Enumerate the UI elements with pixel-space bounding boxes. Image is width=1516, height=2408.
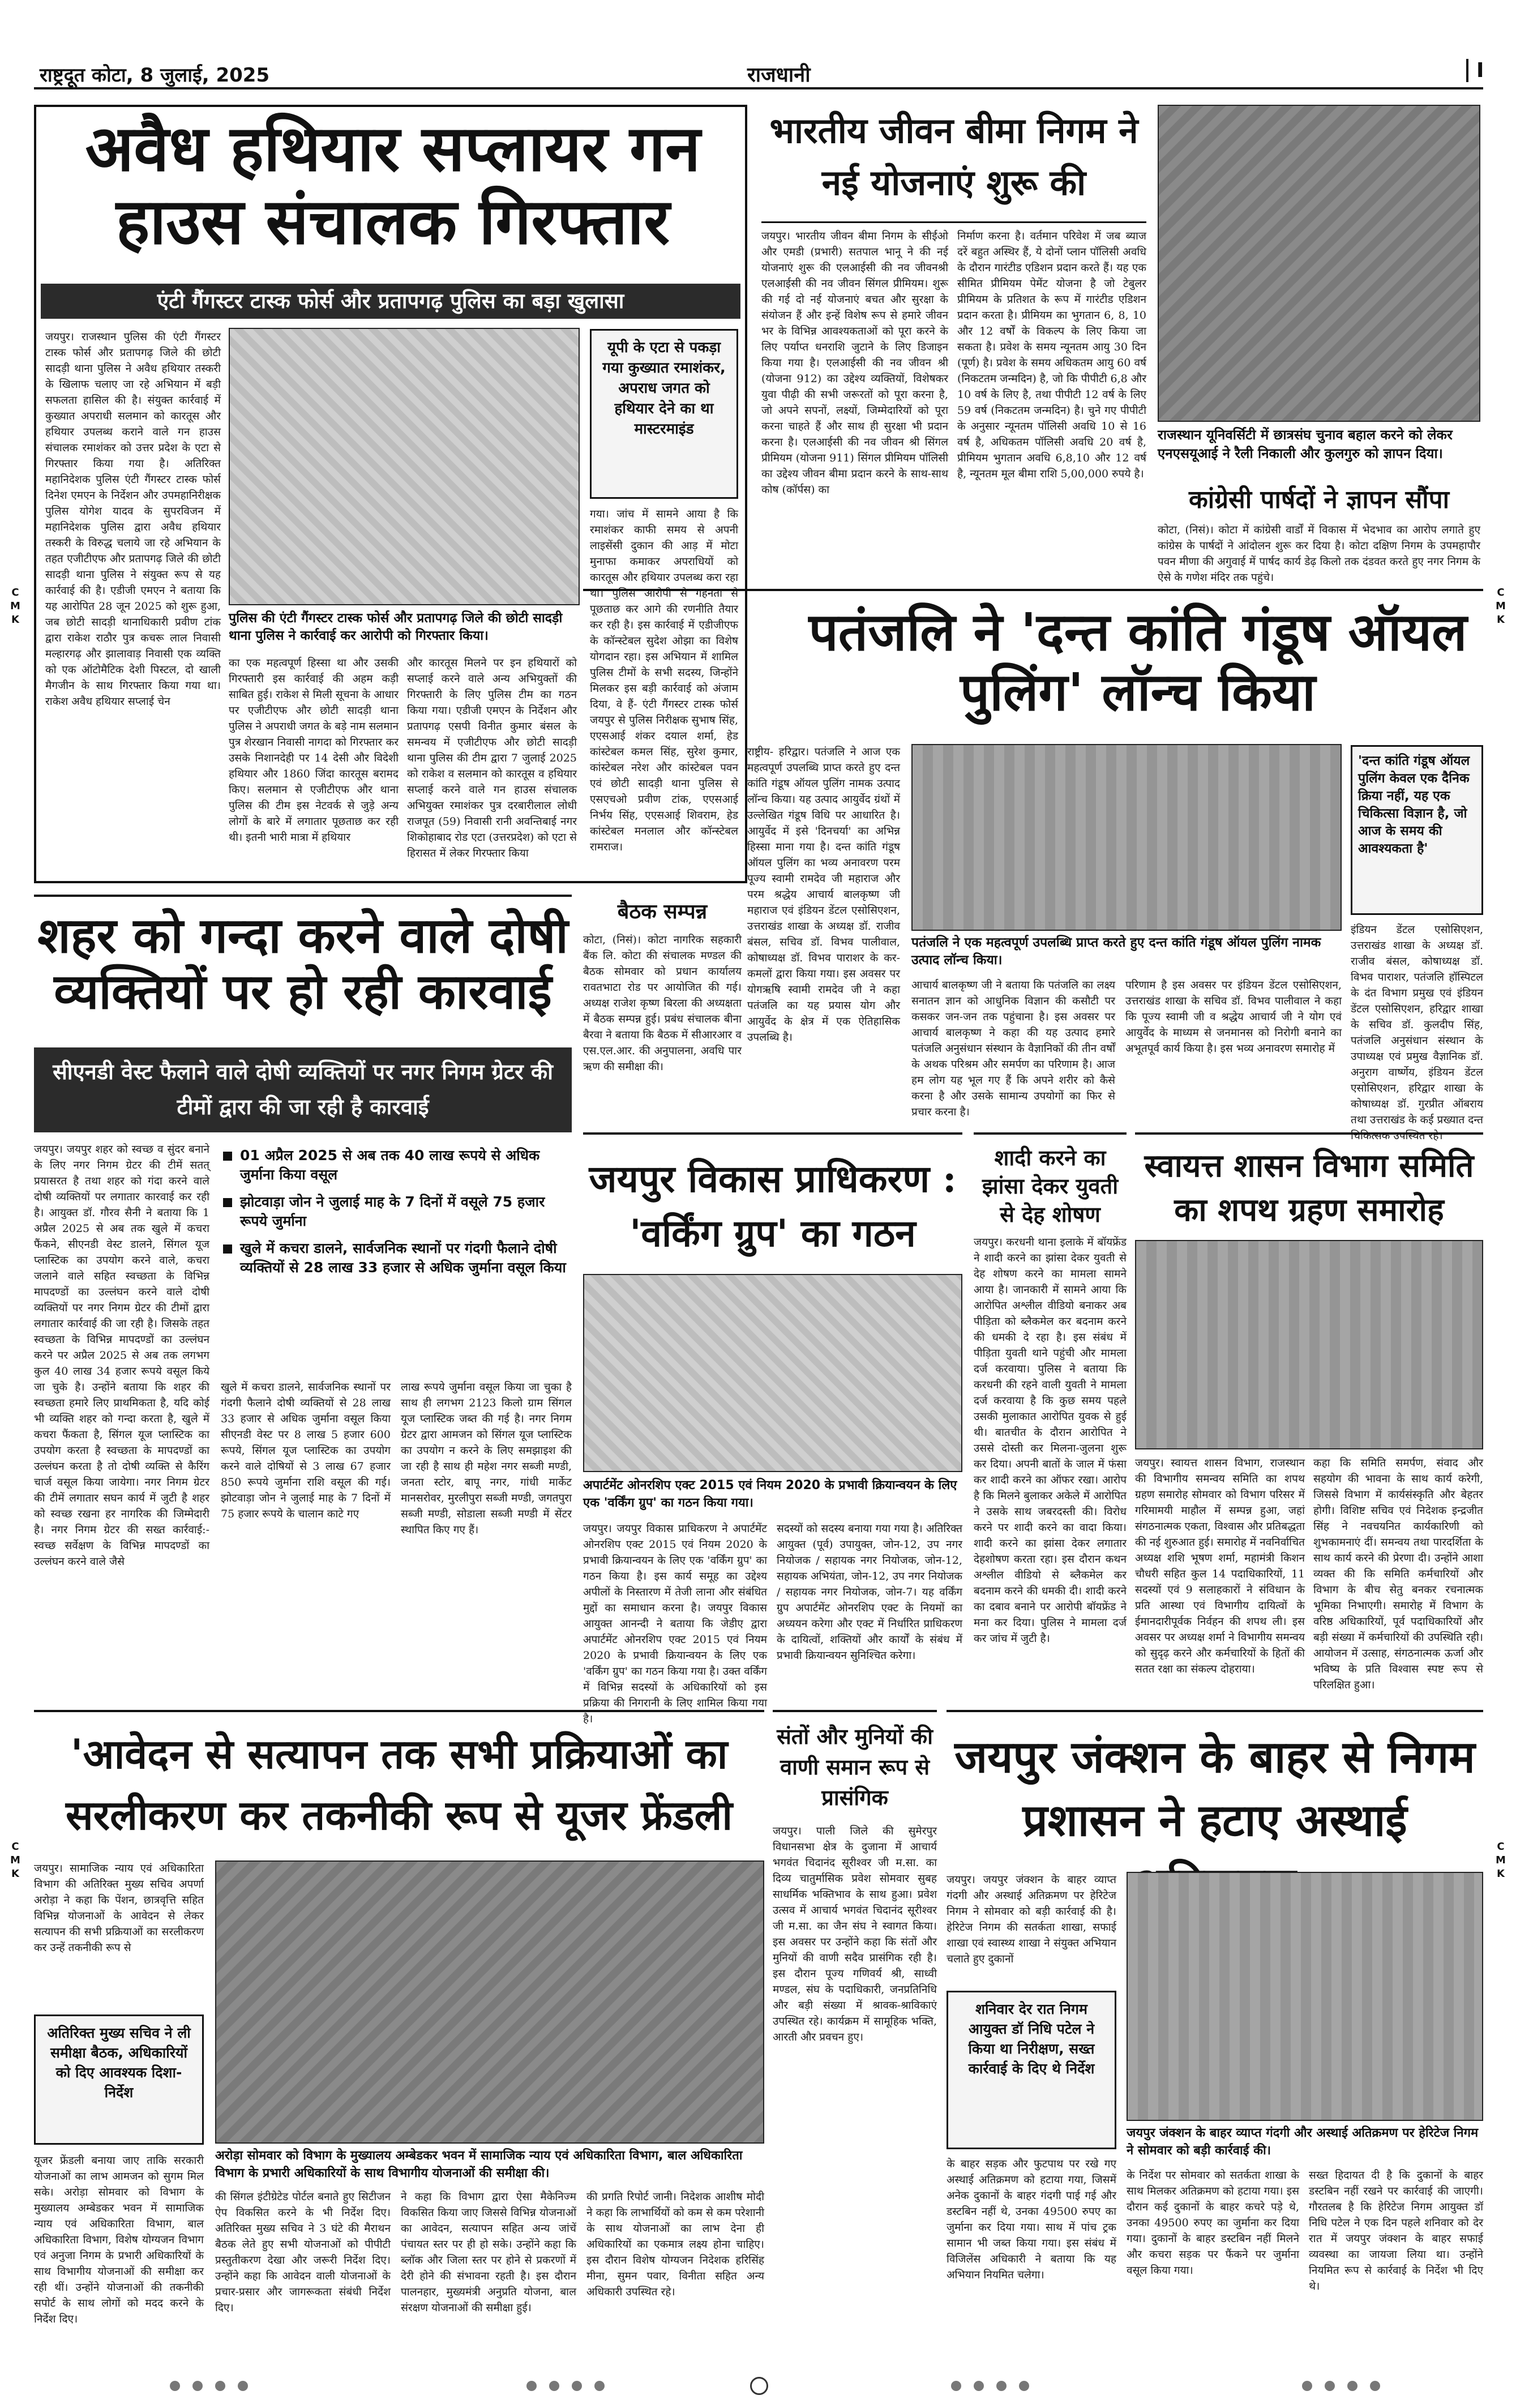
jda-headline: जयपुर विकास प्राधिकरण : 'वर्किंग ग्रुप' का गठन [589,1157,957,1255]
saints-headline: संतों और मुनियों की वाणी समान रूप से प्रासंगिक [777,1723,933,1810]
margin-registration-left-top: C M K [10,587,20,626]
city-headline: शहर को गन्दा करने वाले दोषी व्यक्तियों पर हो रही कारवाई [37,907,568,1020]
patanjali-col3: परिणाम है इस अवसर पर इंडियन डेंटल एसोसिएशन, उत्तराखंड शाखा के सचिव डॉ. विभव पालीवाल ने कहा कि पूज्य स्वामी जी व श्रद्धेय आचार्य जी ने योग एवं आयुर्वेद के माध्यम से जनमानस को निरोगी बनाने का अभूतपूर्व कार्य किया है। इस भव्य अनावरण समारोह में [1125,979,1342,1055]
city-subhead: सीएनडी वेस्ट फैलाने वाले दोषी व्यक्तियों पर नगर निगम ग्रेटर की टीमों द्वारा की जा रही है कारवाई [34,1047,572,1132]
patanjali-quote-box [1351,745,1483,915]
margin-registration-right-bottom: C M K [1496,1841,1506,1880]
swayatt-photo [1135,1240,1483,1449]
margin-registration-left-bottom: C M K [10,1841,20,1880]
jda-photo [583,1274,962,1472]
swayatt-col2: कहा कि समिति समर्पण, संवाद और सहयोग की भावना के साथ कार्य करेगी, जिससे विभाग में कार्यसंस्कृति और बेहतर होगी। विशिष्ट सचिव एवं निदेशक इन्द्रजीत सिंह ने नवचयनित कार्यकारिणी को शुभकामनाएं दीं। समन्वय तथा पारदर्शिता के साथ कार्य करने की प्रेरणा दी। उन्होंने आशा व्यक्त की कि समिति कर्मचारियों और विभाग के बीच सेतु बनकर रचनात्मक भूमिका निभाएगी। समारोह में विभाग के वरिष्ठ अधिकारियों, पूर्व पदाधिकारियों और बड़ी संख्या में कर्मचारियों की उपस्थिति रही। आयोजन में उत्साह, संगठनात्मक ऊर्जा और भविष्य के प्रति विश्वास स्पष्ट रूप से परिलक्षित हुआ। [1313,1457,1483,1691]
weapons-highlight: यूपी के एटा से पकड़ा गया कुख्यात रमाशंकर, अपराध जगत को हथियार देने का था मास्टरमाइंड [602,339,726,438]
page-header [34,57,1483,89]
simplify-col1: यूजर फ्रेंडली बनाया जाए ताकि सरकारी योजनाओं का लाभ आमजन को सुगम मिल सके। अरोड़ा सोमवार को विभाग के मुख्यालय अम्बेडकर भवन में सामाजिक न्याय एवं अधिकारिता विभाग, बाल अधिकारिता विभाग, विशेष योग्यजन विभाग एवं अनुजा निगम के प्रभारी अधिकारियों के साथ विभागीय योजनाओं की समीक्षा कर रही थीं। उन्होंने योजनाओं की तकनीकी सपोर्ट के साथ लोगों को मदद करने के निर्देश दिए। [34,2154,204,2325]
simplify-highlight-box [34,2014,204,2145]
swayatt-col1: जयपुर। स्वायत्त शासन विभाग, राजस्थान की विभागीय समन्वय समिति का शपथ ग्रहण समारोह सोमवार को विभाग परिसर में गरिमामयी माहौल में सम्पन्न हुआ, जहां संगठनात्मक एकता, विश्वास और प्रतिबद्धता की नई शुरुआत हुई। समारोह में नवनिर्वाचित अध्यक्ष शशि भूषण शर्मा, महामंत्री किशन चौधरी सहित कुल 14 पदाधिकारियों, 11 सदस्यों एवं 9 सलाहकारों ने संविधान के प्रति आस्था एवं विभागीय दायित्वों के ईमानदारीपूर्वक निर्वहन की शपथ ली। इस अवसर पर अध्यक्ष शर्मा ने विभागीय समन्वय को सुदृढ़ करने और कर्मचारियों के हितों की सतत रक्षा का संकल्प दोहराया। [1135,1457,1305,1675]
university-photo [1158,105,1480,422]
footer-dots-far-right [1302,2381,1380,2391]
weapons-col2: का एक महत्वपूर्ण हिस्सा था और उसकी गिरफ्तारी इस कार्रवाई की अहम कड़ी साबित हुई। राकेश से मिली सूचना के आधार पर एजीटीएफ और छोटी सादड़ी थाना पुलिस ने अपराधी जगत के बड़े नाम सलमान पुत्र शेरखान निवासी नागदा को गिरफ्तार कर उसके निशानदेही पर 14 देसी और विदेशी हथियार और 1860 जिंदा कारतूस बरामद किए। सलमान से एजीटीएफ और थाना पुलिस की टीम इस नेटवर्क से जुड़े अन्य लोगों के बारे में लगातार पूछताछ कर रही थी। इतनी भारी मात्रा में हथियार [229,657,399,844]
congress-body: कोटा, (निसं)। कोटा में कांग्रेसी वार्डों में विकास में भेदभाव का आरोप लगाते हुए कांग्रेस के पार्षदों ने आंदोलन शुरू कर दिया है। कोटा दक्षिण निगम के उपमहापौर पवन मीणा की अगुवाई में पार्षद कार्य डेढ़ किलो तक दंडवत करते हुए नगर निगम के ऐसे के गणेश मंदिर तक पहुंचे। [1158,524,1480,584]
congress-headline: कांग्रेसी पार्षदों ने ज्ञापन सौंपा [1189,485,1449,514]
story-congress [1158,486,1480,582]
footer-dots-right [951,2381,1029,2391]
jda-photo-caption: अपार्टमेंट ओनरशिप एक्ट 2015 एवं नियम 2020 के प्रभावी क्रियान्वयन के लिए एक 'वर्किंग ग्रुप' का गठन किया गया। [583,1478,957,1510]
simplify-highlight: अतिरिक्त मुख्य सचिव ने ली समीक्षा बैठक, अधिकारियों को दिए आवश्यक दिशा-निर्देश [47,2025,191,2101]
patanjali-col4: इंडियन डेंटल एसोसिएशन, उत्तराखंड शाखा के अध्यक्ष डॉ. राजीव बंसल, कोषाध्यक्ष डॉ. विभव पाराशर, पतंजलि हॉस्पिटल के दंत विभाग प्रमुख एवं इंडियन डेंटल एसोसिएशन, हरिद्वार शाखा के सचिव डॉ. कुलदीप सिंह, पतंजलि अनुसंधान संस्थान के उपाध्यक्ष एवं प्रमुख वैज्ञानिक डॉ. अनुराग वार्ष्णेय, इंडियन डेंटल एसोसिएशन, हरिद्वार शाखा के कोषाध्यक्ष डॉ. गुरप्रीत ऑबराय तथा उत्तराखंड के कई प्रख्यात दन्त चिकित्सक उपस्थित रहे। [1351,923,1484,1142]
encroach-highlight-box [947,1991,1116,2149]
story-fraud [974,1132,1127,1699]
swayatt-headline: स्वायत्त शासन विभाग समिति का शपथ ग्रहण समारोह [1144,1147,1474,1229]
patanjali-col2: आचार्य बालकृष्ण जी ने बताया कि पतंजलि का लक्ष्य सनातन ज्ञान को आधुनिक विज्ञान की कसौटी पर कसकर जन-जन तक पहुंचाना है। इस अवसर पर आचार्य बालकृष्ण ने कहा की यह उत्पाद हमारे पतंजलि अनुसंधान संस्थान के वैज्ञानिकों की तीन वर्षों के अथक परिश्रम और समर्पण का परिणाम है। आज हम लोग यह भूल गए हैं कि अपने शरीर को कैसे करना है और उसके सामान्य उपयोगों का फिर से प्रचार करना है। [911,979,1115,1118]
simplify-col3: ने कहा कि विभाग द्वारा ऐसा मैकेनिज्म विकसित किया जाए जिससे विभिन्न योजनाओं का आवेदन, सत्यापन सहित अन्य जांचें पंचायत स्तर पर ही हो सके। उन्होंने कहा कि ब्लॉक और जिला स्तर पर होने से प्रकरणों में देरी होने की संभावना रहती है। इस दौरान पालनहार, मुख्यमंत्री अनुप्रति योजना, बाल संरक्षण योजनाओं की समीक्षा हुई। [401,2191,576,2314]
city-bullets [221,1146,572,1372]
story-simplify [34,1710,764,2361]
university-photo-caption: राजस्थान यूनिवर्सिटी में छात्रसंघ चुनाव बहाल करने को लेकर एनएसयूआई ने रैली निकाली और कुलगुरु को ज्ञापन दिया। [1158,427,1453,461]
lic-rule [761,221,1146,223]
weapons-col4: गया। जांच में सामने आया है कि रमाशंकर काफी समय से अपनी लाइसेंसी दुकान की आड़ में मोटा मुनाफा कमाकर अपराधियों को कारतूस और हथियार उपलब्ध करा रहा था। पुलिस आरोपी से गहनता से पूछताछ कर आगे की रणनीति तैयार कर रही है। इस कार्रवाई में एडीजीएफ के कॉन्स्टेबल सुदेश ओझा का विशेष योगदान रहा। इस अभियान में शामिल पुलिस टीमों के सभी सदस्य, जिन्होंने मिलकर इस बड़ी कार्रवाई को अंजाम दिया, वे हैं- एंटी गैंगस्टर टास्क फोर्स जयपुर से पुलिस निरीक्षक सुभाष सिंह, एएसआई शंकर दयाल शर्मा, हेड कांस्टेबल कमल सिंह, सुरेश कुमार, कांस्टेबल नरेश और कांस्टेबल पवन एवं छोटी सादड़ी थाना पुलिस से एसएचओ प्रवीण टांक, एएसआई निर्भय सिंह, एएसआई शिवराम, हेड कांस्टेबल मनलाल और कॉन्स्टेबल रामराज। [590,508,738,853]
lic-headline: भारतीय जीवन बीमा निगम ने नई योजनाएं शुरू की [769,110,1138,203]
weapons-subhead: एंटी गैंगस्टर टास्क फोर्स और प्रतापगढ़ पुलिस का बड़ा खुलासा [41,284,740,319]
encroach-col2: के निर्देश पर सोमवार को सतर्कता शाखा के साथ मिलकर अतिक्रमण को हटाया गया। इस दौरान कई दुकानों के बाहर कचरे पड़े थे, उनका 49500 रुपए का जुर्माना कर दिया गया। दुकानों के बाहर डस्टबिन नहीं मिलने और कचरा सड़क पर फैंकने पर जुर्माना वसूल किया गया। [1127,2169,1299,2277]
simplify-photo-caption: अरोड़ा सोमवार को विभाग के मुख्यालय अम्बेडकर भवन में सामाजिक न्याय एवं अधिकारिता विभाग, बाल अधिकारिता विभाग के प्रभारी अधिकारियों के साथ विभागीय योजनाओं की समीक्षा की। [215,2149,743,2180]
city-col1: जयपुर। जयपुर शहर को स्वच्छ व सुंदर बनाने के लिए नगर निगम ग्रेटर की टीमें सतत् प्रयासरत है तथा शहर को गंदा करने वाले दोषी व्यक्तियों पर लगातार कारवाई कर रही है। आयुक्त डॉ. गौरव सैनी ने बताया कि 1 अप्रैल 2025 से अब तक खुले में कचरा फैंकने, सीएनडी वेस्ट डालने, सिंगल यूज प्लास्टिक का उपयोग करने वाले, कचरा जलाने वाले सहित स्वच्छता के विभिन्न मापदण्डों का उल्लंघन करने वाले दोषी व्यक्तियों पर नगर निगम ग्रेटर की टीमों द्वारा लगातार कार्रवाई की जा रही है। जिसके तहत स्वच्छता के विभिन्न मापदण्डों का उल्लंघन करने पर अप्रैल 2025 से अब तक लगभग कुल 40 लाख 34 हजार रूपये वसूल किये जा चुके है। उन्होंने बताया कि शहर की स्वच्छता हमारे लिए प्राथमिकता है, यदि कोई भी व्यक्ति शहर को गन्दा करता है, खुले में कचरा फैंकता है, सिंगल यूज प्लास्टिक का उपयोग करता है स्वच्छता के मापदण्डों का उल्लंघन करता है तो दोषी व्यक्ति से कैरिंग चार्ज वसूल किया जायेगा। नगर निगम ग्रेटर की टीमें लगातार सघन कार्य में जुटी है शहर को स्वच्छ रखना हर नागरिक की जिम्मेदारी है। नगर निगम ग्रेटर की सख्त कार्रवाई:- स्वच्छ सर्वेक्षण के विभिन्न मापदण्डों का उल्लंघन करने वाले जैसे [34,1143,209,1568]
jda-col2: सदस्यों को सदस्य बनाया गया गया है। अतिरिक्त आयुक्त (पूर्व) उपायुक्त, जोन-12, उप नगर नियोजक / सहायक नगर नियोजक, जोन-12, सहायक अभियंता, जोन-12, उप नगर नियोजक / सहायक नगर नियोजक, जोन-7। यह वर्किंग ग्रुप अपार्टमेंट ओनरशिप एक्ट के नियमों का अध्ययन करेगा और एक्ट में निर्धारित प्राधिकरण के दायित्वों, शक्तियों और कार्यों के संबंध में प्रभावी क्रियान्वयन सुनिश्चित करेगा। [777,1522,962,1662]
simplify-photo [215,1860,764,2144]
header-page-number: I [1466,59,1484,82]
meeting-body: कोटा, (निसं)। कोटा नागरिक सहकारी बैंक लि. कोटा की संचालक मण्डल की बैठक सोमवार को प्रधान कार्यालय रावतभाटा रोड पर आयोजित की गई। अध्यक्ष राजेश कृष्ण बिरला की अध्यक्षता में बैठक सम्पन्न हुई। प्रबंध संचालक बीना बैरवा ने बताया कि बैठक में सीआरआर व एस.एल.आर. की अनुपालना, अवधि पार ऋण की समीक्षा की। [583,934,742,1073]
weapons-photo [229,328,580,605]
weapons-col3: और कारतूस मिलने पर इन हथियारों को सप्लाई करने वाले अन्य अभियुक्तों की गिरफ्तारी के लिए पुलिस टीम का गठन किया गया। एडीजी एमएन के निर्देशन और प्रतापगढ़ एसपी विनीत कुमार बंसल के समन्वय में एजीटीएफ और छोटी सादड़ी थाना पुलिस की टीम द्वारा 7 जुलाई 2025 को राकेश व सलमान को कारतूस व हथियार सप्लाई करने वाले गन हाउस संचालक अभियुक्त रमाशंकर पुत्र दरबारीलाल लोधी राजपूत (59) निवासी रानी अवन्तिबाई नगर शिकोहाबाद रोड एटा (उत्तरप्रदेश) को एटा से हिरासत में लेकर गिरफ्तार किया [407,657,577,859]
patanjali-quote: 'दन्त कांति गंडूष ऑयल पुलिंग केवल एक दैनिक क्रिया नहीं, यह एक चिकित्सा विज्ञान है, जो आज के समय की आवश्यकता है' [1358,754,1470,856]
simplify-intro: जयपुर। सामाजिक न्याय एवं अधिकारिता विभाग की अतिरिक्त मुख्य सचिव अपर्णा अरोड़ा ने कहा कि पेंशन, छात्रवृत्ति सहित विभिन्न योजनाओं के आवेदन से लेकर सत्यापन की सभी प्रक्रियाओं का सरलीकरण कर उन्हें तकनीकी रूप से [34,1862,204,1954]
weapons-photo-caption: पुलिस की एंटी गैंगस्टर टास्क फोर्स और प्रतापगढ़ जिले की छोटी सादड़ी थाना पुलिस ने कार्रवाई कर आरोपी को गिरफ्तार किया। [229,611,563,643]
story-saints [773,1710,937,2361]
margin-registration-right-top: C M K [1496,587,1506,626]
story-jda [583,1132,962,1725]
encroach-headline: जयपुर जंक्शन के बाहर से निगम प्रशासन ने हटाए अस्थाई [954,1731,1475,1846]
footer-register-mark [750,2377,768,2395]
encroach-highlight: शनिवार देर रात निगम आयुक्त डॉ निधि पटेल ने किया था निरीक्षण, सख्त कार्रवाई के दिए थे निर्देश [968,2001,1095,2077]
city-bullet-3: खुले में कचरा डालने, सार्वजनिक स्थानों पर गंदगी फैलाने दोषी व्यक्तियों से 28 लाख 33 हजार से अधिक जुर्माना वसूल किया [221,1239,572,1277]
story-encroach [947,1710,1483,2361]
patanjali-photo [911,744,1342,931]
patanjali-photo-caption: पतंजलि ने एक महत्वपूर्ण उपलब्धि प्राप्त करते हुए दन्त कांति गंडूष ऑयल पुलिंग नामक उत्पाद लॉन्च किया। [911,935,1321,968]
encroach-col1: के बाहर सड़क और फुटपाथ पर रखे गए अस्थाई अतिक्रमण को हटाया गया, जिसमें अनेक दुकानों के बाहर गंदगी पाई गई और डस्टबिन नहीं थे, उनका 49500 रुपए का जुर्माना कर दिया गया। साथ में पांच ट्रक सामान भी जब्त किया गया। इस संबंध में विजिलेंस अधिकारी ने बताया कि यह अभियान नियमित चलेगा। [947,2158,1116,2281]
footer-dots-center [526,2381,605,2391]
simplify-headline: 'आवेदन से सत्यापन तक सभी प्रक्रियाओं का सरलीकरण कर तकनीकी रूप से यूजर फ्रेंडली [65,1730,733,1839]
jda-col1: जयपुर। जयपुर विकास प्राधिकरण ने अपार्टमेंट ओनरशिप एक्ट 2015 एवं नियम 2020 के प्रभावी क्रियान्वयन के लिए एक 'वर्किंग ग्रुप' का गठन किया है। इस कार्य समूह का उद्देश्य अपीलों के निस्तारण में तेजी लाना और संबंधित मुद्दों का समाधान करना है। जयपुर विकास आयुक्त आनन्दी ने बताया कि जेडीए द्वारा अपार्टमेंट ओनरशिप एक्ट 2015 एवं नियम 2020 के प्रभावी क्रियान्वयन के लिए एक 'वर्किंग ग्रुप' का गठन किया गया है। उक्त वर्किंग में विभिन्न सदस्यों के अधिकारियों को इस प्रक्रिया की निगरानी के लिए शामिल किया गया है। [583,1522,767,1725]
city-col2: खुले में कचरा डालने, सार्वजनिक स्थानों पर गंदगी फैलाने दोषी व्यक्तियों से 28 लाख 33 हजार से अधिक जुर्माना वसूल किया सीएनडी वेस्ट पर 8 लाख 5 हजार 600 रूपये, सिंगल यूज प्लास्टिक का उपयोग करने वाले दोषियों से 3 लाख 67 हजार 850 रूपये जुर्माना राशि वसूल की गई। झोटवाड़ा जोन ने जुलाई माह के 7 दिनों में 75 हजार रूपये के चालान काटे गए [221,1381,391,1520]
header-dateline: राष्ट्रदूत कोटा, 8 जुलाई, 2025 [40,64,270,87]
fraud-headline: शादी करने का झांसा देकर युवती से देह शोषण [982,1145,1119,1227]
fraud-body: जयपुर। करधनी थाना इलाके में बॉयफ्रेंड ने शादी करने का झांसा देकर युवती से देह शोषण करने का मामला सामने आया है। जानकारी में सामने आया कि आरोपित अश्लील वीडियो बनाकर अब पीड़िता को ब्लैकमेल कर बदनाम करने की धमकी दे रहा है। इस संबंध में पीड़िता युवती थाने पहुंची और मामला दर्ज करवाया। पुलिस ने बताया कि करधनी की रहने वाली युवती ने मामला दर्ज करवाया है कि कुछ समय पहले उसकी मुलाकात आरोपित युवक से हुई थी। बातचीत के दौरान आरोपित ने उससे दोस्ती कर मिलना-जुलना शुरू कर दिया। अपनी बातों के जाल में फंसा कर शादी करने का ऑफर रखा। आरोप है कि मिलने बुलाकर अकेले में आरोपित ने उसके साथ जबरदस्ती की। विरोध करने पर शादी करने का वादा किया। शादी करने का झांसा देकर लगातार देहशोषण करता रहा। इस दौरान कथन अश्लील वीडियो से ब्लैकमेल कर बदनाम करने की धमकी दी। शादी करने का दबाव बनाने पर आरोपी बॉयफ्रेंड ने मना कर दिया। पुलिस ने मामला दर्ज कर जांच में जुटी है। [974,1236,1127,1645]
encroach-photo-caption: जयपुर जंक्शन के बाहर व्याप्त गंदगी और अस्थाई अतिक्रमण पर हेरिटेज निगम ने सोमवार को बड़ी कार्रवाई की। [1127,2126,1479,2158]
lic-col2: निर्माण करना है। वर्तमान परिवेश में जब ब्याज दरें बहुत अस्थिर हैं, ये दोनों प्लान पॉलिसी अवधि के दौरान गारंटीड एडिशन प्रदान करते हैं। यह एक सीमित प्रीमियम पेमेंट योजना है जो टेबुलर प्रीमियम के प्रतिशत के रूप में गारंटीड एडिशन प्रदान करता है। प्रीमियम का भुगतान 6, 8, 10 और 12 वर्षों के विकल्प के लिए किया जा सकता है। प्रवेश के समय न्यूनतम आयु 30 दिन (पूर्ण) है। प्रवेश के समय अधिकतम आयु 60 वर्ष (निकटतम जन्मदिन) है, जो कि पीपीटी 6,8 और 10 वर्ष के लिए है, तथा पीपीटी 12 वर्ष के लिए 59 वर्ष (निकटतम जन्मदिन) है। चुने गए पीपीटी के अनुसार न्यूनतम पॉलिसी अवधि 10 से 16 वर्ष है, अधिकतम पॉलिसी अवधि 20 वर्ष है, प्रीमियम भुगतान अवधि 6,8,10 और 12 वर्ष है, न्यूनतम मूल बीमा राशि 5,00,000 रुपये है। [957,230,1146,480]
patanjali-headline: पतंजलि ने 'दन्त कांति गंडूष ऑयल पुलिंग' लॉन्च किया [808,601,1467,722]
encroach-intro: जयपुर। जयपुर जंक्शन के बाहर व्याप्त गंदगी और अस्थाई अतिक्रमण पर हेरिटेज निगम ने सोमवार को बड़ी कार्रवाई की है। हेरिटेज निगम की सतर्कता शाखा, सफाई शाखा एवं स्वास्थ्य शाखा ने संयुक्त अभियान चलाते हुए दुकानों [947,1874,1116,1965]
patanjali-col1: राष्ट्रीय- हरिद्वार। पतंजलि ने आज एक महत्वपूर्ण उपलब्धि प्राप्त करते हुए दन्त कांति गंडूष ऑयल पुलिंग नामक उत्पाद लॉन्च किया। यह उत्पाद आयुर्वेद ग्रंथों में उल्लेखित गंडूष विधि पर आधारित है। आयुर्वेद में इसे 'दिनचर्या' का अभिन्न हिस्सा माना गया है। दन्त कांति गंडूष ऑयल पुलिंग का भव्य अनावरण परम पूज्य स्वामी रामदेव जी महाराज और परम श्रद्धेय आचार्य बालकृष्ण जी महाराज एवं इंडियन डेंटल एसोसिएशन, उत्तराखंड शाखा के अध्यक्ष डॉ. राजीव बंसल, सचिव डॉ. विभव पालीवाल, कोषाध्यक्ष डॉ. विभव पाराशर के कर-कमलों द्वारा किया गया। इस अवसर पर योगऋषि स्वामी रामदेव जी ने कहा पतंजलि का यह प्रयास योग और आयुर्वेद के क्षेत्र में एक ऐतिहासिक उपलब्धि है। [747,746,900,1043]
footer-dots-left [170,2381,248,2391]
city-bullet-1: 01 अप्रैल 2025 से अब तक 40 लाख रूपये से अधिक जुर्माना किया वसूल [221,1146,572,1184]
weapons-headline: अवैध हथियार सप्लायर गन हाउस संचालक गिरफ्तार [85,112,701,259]
weapons-highlight-box [590,329,738,499]
story-city [34,895,572,1699]
simplify-col2: की सिंगल इंटीग्रेटेड पोर्टल बनाते हुए सिटीजन ऐप विकसित करने के भी निर्देश दिए। अतिरिक्त मुख्य सचिव ने 3 घंटे की मैराथन बैठक लेते हुए सभी योजनाओं को पीपीटी प्रस्तुतीकरण देखा और जरूरी निर्देश दिए। उन्होंने कहा कि आवेदन वाली योजनाओं के प्रचार-प्रसार और जागरूकता संबंधी निर्देश दिए। [215,2191,391,2314]
story-swayatt [1135,1132,1483,1699]
city-col3: लाख रूपये जुर्माना वसूल किया जा चुका है साथ ही लगभग 2123 किलो ग्राम सिंगल यूज प्लास्टिक जब्त की गई है। नगर निगम ग्रेटर द्वारा आमजन को सिंगल यूज प्लास्टिक का उपयोग न करने के लिए समझाइश की जा रही है साथ ही महेश नगर सब्जी मण्डी, जनता स्टोर, बापू नगर, गांधी मार्केट मानसरोवर, मुरलीपुरा सब्जी मण्डी, जगतपुरा सब्जी मण्डी, सोडाला सब्जी मण्डी में सेंटर स्थापित किए गए हैं। [401,1381,572,1536]
encroach-col3: सख्त हिदायत दी है कि दुकानों के बाहर डस्टबिन नहीं रखने पर कार्रवाई की जाएगी। गौरतलब है कि हेरिटेज निगम आयुक्त डॉ निधि पटेल ने एक दिन पहले शनिवार को देर रात में जयपुर जंक्शन के बाहर सफाई व्यवस्था का जायजा लिया था। उन्होंने नियमित रूप से कार्रवाई के निर्देश भी दिए थे। [1309,2169,1483,2292]
saints-body: जयपुर। पाली जिले की सुमेरपुर विधानसभा क्षेत्र के दुजाना में आचार्य भगवंत चिदानंद सूरीश्वर जी म.सा. का दिव्य चातुर्मासिक प्रवेश सोमवार सुबह साधर्मिक भक्तिभाव के साथ हुआ। प्रवेश उत्सव में आचार्य भगवंत चिदानंद सूरीश्वर जी म.सा. का जैन संघ ने स्वागत किया। इस अवसर पर उन्होंने कहा कि संतों और मुनियों की वाणी सदैव प्रासंगिक रही है। इस दौरान पूज्य गणिवर्य श्री, साध्वी मण्डल, संघ के पदाधिकारी, जनप्रतिनिधि और बड़ी संख्या में श्रावक-श्राविकाएं उपस्थित रहे। कार्यक्रम में सामूहिक भक्ति, आरती और प्रवचन हुए। [773,1825,937,2043]
story-lic [761,105,1146,580]
encroach-photo [1127,1872,1483,2121]
city-bullet-2: झोटवाड़ा जोन ने जुलाई माह के 7 दिनों में वसूले 75 हजार रूपये जुर्माना [221,1192,572,1231]
meeting-headline: बैठक सम्पन्न [617,900,708,923]
header-section: राजधानी [747,63,811,87]
lic-col1: जयपुर। भारतीय जीवन बीमा निगम के सीईओ और एमडी (प्रभारी) सतपाल भानू ने की नई योजनाएं शुरू की एलआईसी की नव जीवनश्री एलआईसी की नव जीवन सिंगल प्रीमियम। शुरू की गई दो नई योजनाएं बचत और सुरक्षा के संयोजन हैं और इन्हें विशेष रूप से हमारे जीवन भर के विभिन्न आवश्यकताओं को पूरा करने के लिए पर्याप्त धनराशि जुटाने के लिए डिजाइन किया गया है। एलआईसी की नव जीवन श्री (योजना 912) का उद्देश्य व्यक्तियों, विशेषकर युवा पीढ़ी की सभी जरूरतों को पूरा करना है, जो अपने सपनों, लक्ष्यों, जिम्मेदारियों को पूरा करना चाहते हैं और साथ ही सुरक्षा भी प्रदान करना है। एलआईसी की नव जीवन श्री सिंगल प्रीमियम (योजना 911) सिंगल प्रीमियम पॉलिसी का उद्देश्य जीवन बीमा प्रदान करने के साथ-साथ कोष (कॉर्पस) का [761,230,948,496]
weapons-col1: जयपुर। राजस्थान पुलिस की एंटी गैंगस्टर टास्क फोर्स और प्रतापगढ़ जिले की छोटी सादड़ी थाना पुलिस ने अवैध हथियार तस्करी के खिलाफ चलाए जा रहे अभियान में बड़ी सफलता हासिल की है। संयुक्त कार्रवाई में कुख्यात अपराधी सलमान को कारतूस और हथियार उपलब्ध कराने वाले गन हाउस संचालक रमाशंकर को उत्तर प्रदेश के एटा से गिरफ्तार किया गया है। अतिरिक्त महानिदेशक पुलिस एंटी गैंगस्टर टास्क फोर्स दिनेश एमएन के निर्देशन और उपमहानिरीक्षक पुलिस योगेश यादव के सुपरविजन में महानिदेशक पुलिस द्वारा अवैध हथियार तस्करी के विरुद्ध चलाये जा रहे अभियान के तहत एजीटीएफ और प्रतापगढ़ जिले की छोटी सादड़ी थाना पुलिस ने संयुक्त रूप से यह कार्रवाई की है। एडीजी एमएन ने बताया कि यह आरोपित 28 जून 2025 को शुरू हुआ, जब छोटी सादड़ी थानाधिकारी प्रवीण टांक द्वारा राकेश राठौर पुत्र कचरू लाल निवासी मल्हारगढ़ और झालावाड़ निवासी एक व्यक्ति को एक ऑटोमैटिक देशी पिस्टल, दो खाली मैगजीन के साथ गिरफ्तार किया गया था। राकेश अवैध हथियार सप्लाई चेन [45,331,221,708]
simplify-col4: की प्रगति रिपोर्ट जानी। निदेशक आशीष मोदी ने कहा कि लाभार्थियों को कम से कम परेशानी के साथ योजनाओं का लाभ देना ही अधिकारियों का एकमात्र लक्ष्य होना चाहिए। इस दौरान विशेष योग्यजन निदेशक हरिसिंह मीना, सुमन पवार, विनीता सहित अन्य अधिकारी उपस्थित रहे। [586,2191,764,2298]
story-meeting [583,900,742,1121]
